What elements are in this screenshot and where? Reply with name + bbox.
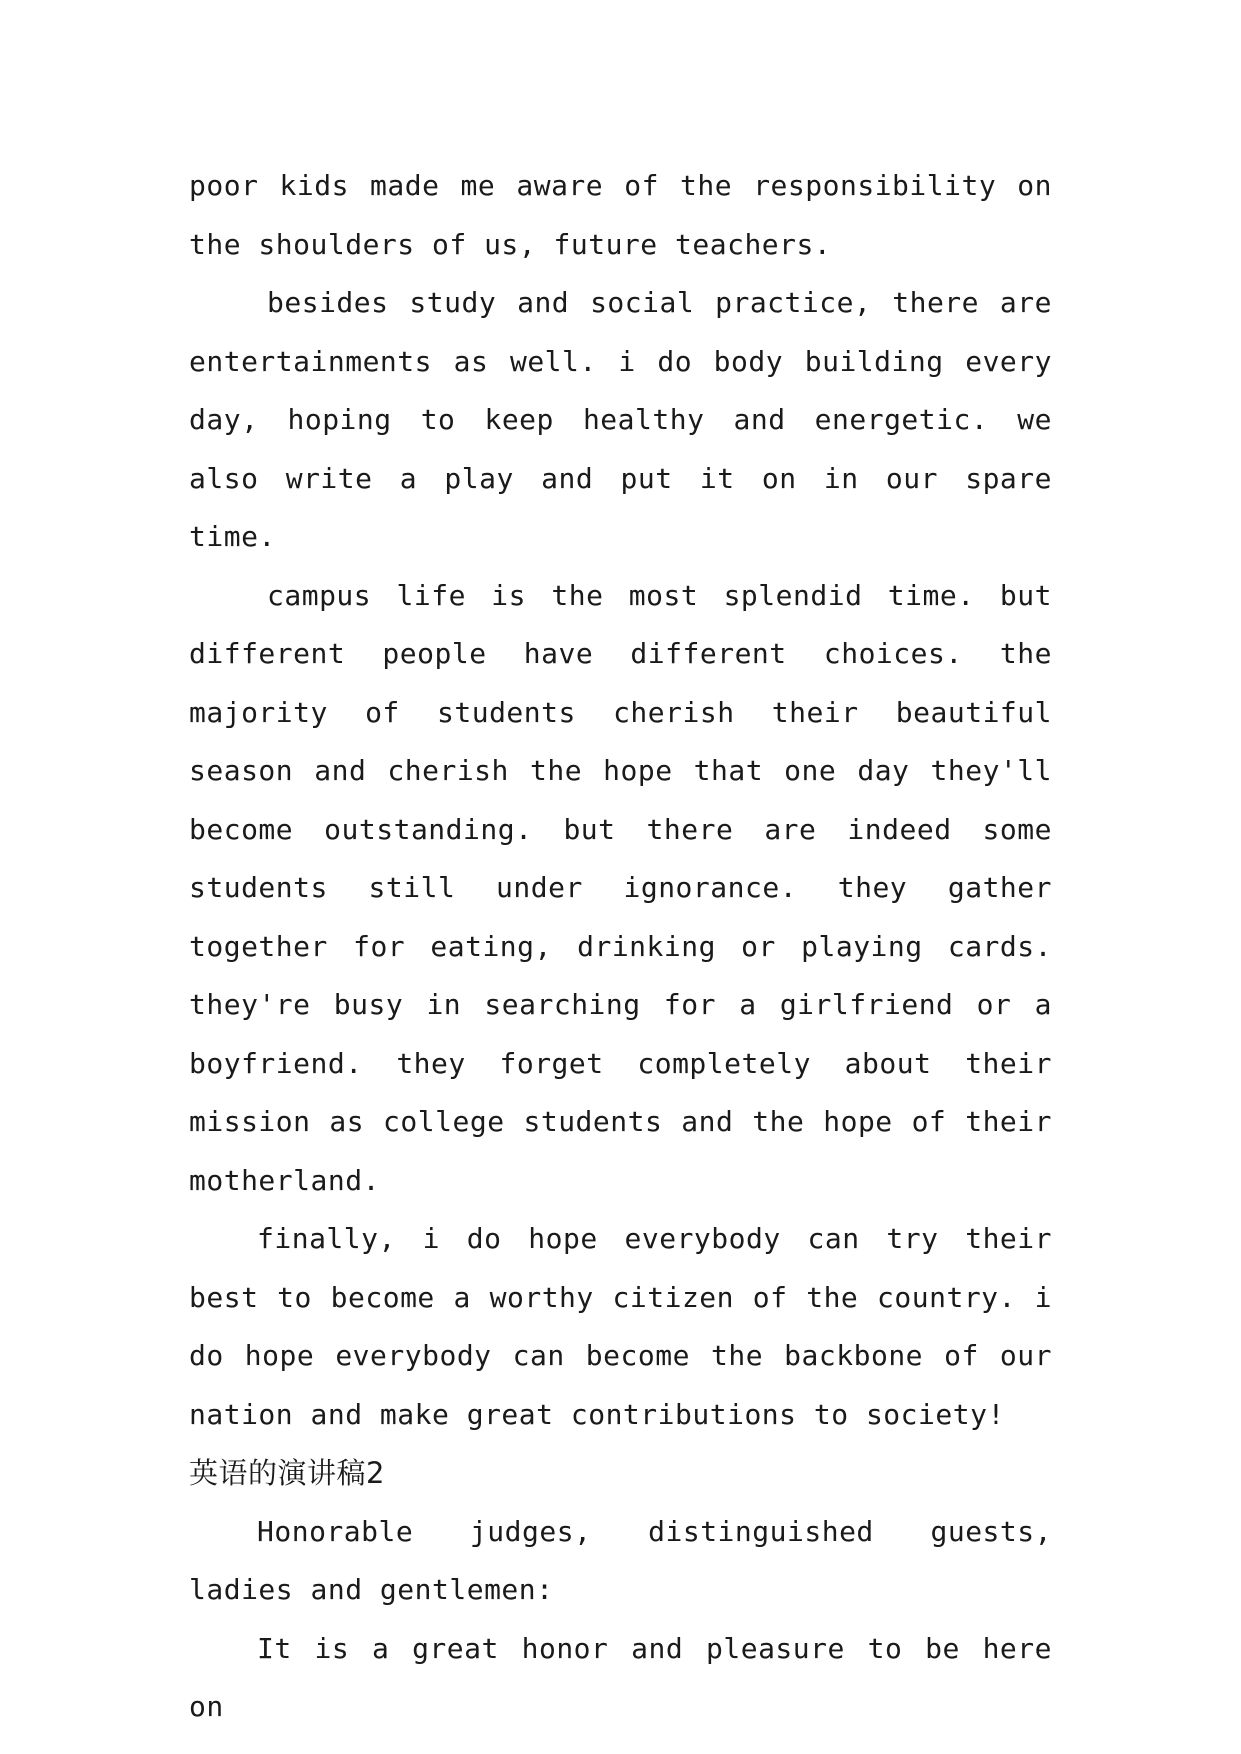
paragraph-campus-life: campus life is the most splendid time. but different people have different choices. the majority of students cherish their beautiful season and cherish the hope that one day they'll become outstanding. but there are indeed some students still under ignorance. they gather together for eating, drinking or playing cards. they're busy in searching for a girlfriend or a boyfriend. they forget completely about their mission as college students and the hope of their motherland. [189,578,1052,1197]
paragraph-finally: finally, i do hope everybody can try their best to become a worthy citizen of the country. i do hope everybody can become the backbone of our nation and make great contributions to society! [189,1222,1052,1431]
section-heading: 英语的演讲稿2 [189,1456,385,1490]
document-body [189,157,1052,1737]
paragraph-entertainments: besides study and social practice, there are entertainments as well. i do body building every day, hoping to keep healthy and energetic. we also write a play and put it on in our spare time. [189,286,1052,553]
paragraph-salutation: Honorable judges, distinguished guests, ladies and gentlemen: [189,1514,1052,1606]
paragraph-opening: It is a great honor and pleasure to be here on [189,1631,1052,1723]
paragraph-continuation: poor kids made me aware of the responsibility on the shoulders of us, future teachers. [189,169,1052,261]
